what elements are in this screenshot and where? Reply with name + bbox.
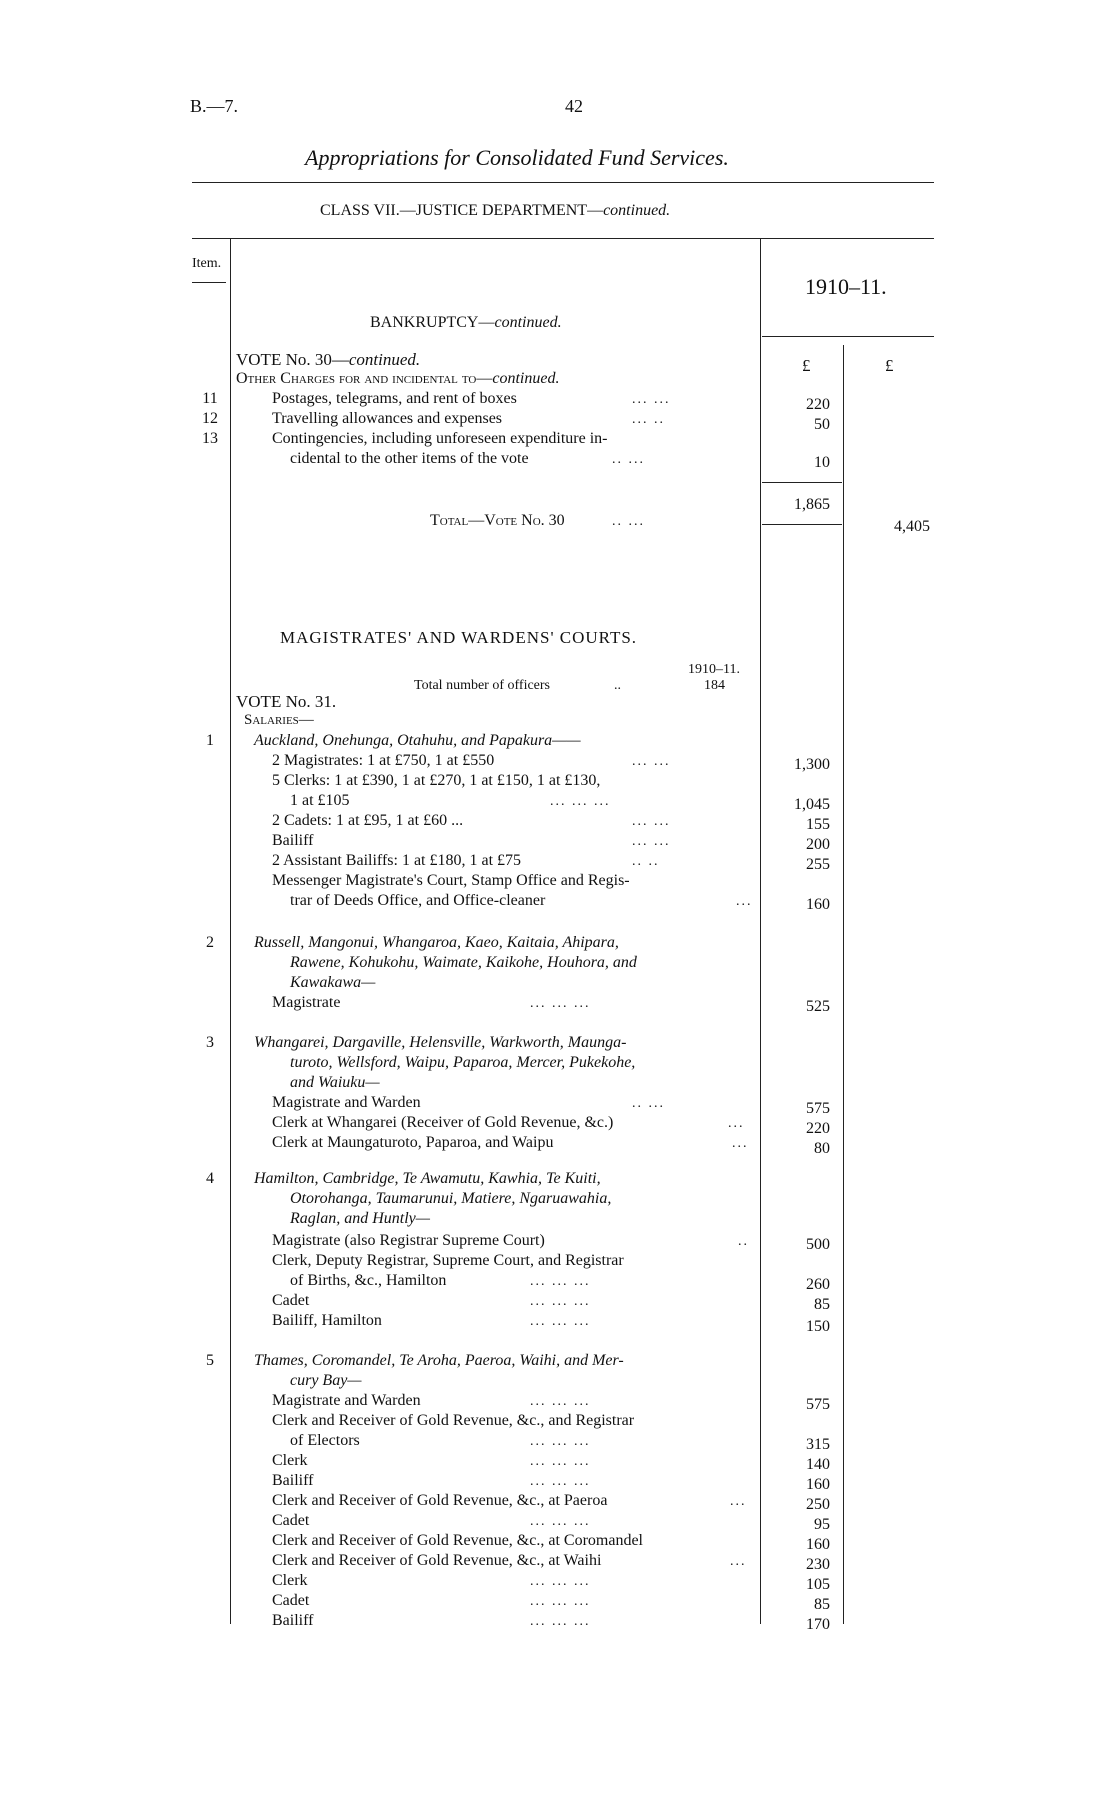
salary-amount: 1,300 xyxy=(794,756,830,773)
leader-dots: ... ... ... xyxy=(530,1294,591,1309)
item-number: 4 xyxy=(206,1170,214,1187)
salary-line: Bailiff, Hamilton xyxy=(272,1312,382,1329)
place-list: turoto, Wellsford, Waipu, Paparoa, Mercer, Pukekohe, xyxy=(290,1054,636,1071)
salary-line: 2 Magistrates: 1 at £750, 1 at £550 xyxy=(272,752,495,769)
salary-line: Cadet xyxy=(272,1292,310,1309)
salary-line: Cadet xyxy=(272,1512,310,1529)
salary-line: Bailiff xyxy=(272,832,314,849)
salary-line: Cadet xyxy=(272,1592,310,1609)
line-item-text: Travelling allowances and expenses xyxy=(272,410,503,427)
salary-line: Clerk and Receiver of Gold Revenue, &c., and Registrar xyxy=(272,1412,635,1429)
leader-dots: ... xyxy=(732,1136,749,1151)
salary-line: Clerk and Receiver of Gold Revenue, &c., at Coromandel xyxy=(272,1532,643,1549)
year-heading: 1910–11. xyxy=(805,274,887,299)
item-column-border xyxy=(230,238,231,1624)
salary-line: 2 Cadets: 1 at £95, 1 at £60 ... xyxy=(272,812,464,829)
salary-amount: 150 xyxy=(806,1318,830,1335)
leader-dots: ... ... ... xyxy=(530,1574,591,1589)
salary-amount: 105 xyxy=(806,1576,830,1593)
leader-dots: ... ... ... xyxy=(530,1454,591,1469)
place-list: Otorohanga, Taumarunui, Matiere, Ngaruawahia, xyxy=(290,1190,612,1207)
other-charges-heading: Other Charges for and incidental to—continued. xyxy=(236,370,560,387)
bankruptcy-heading: BANKRUPTCY—continued. xyxy=(370,314,562,331)
leader-dots: ... ... ... xyxy=(530,1274,591,1289)
salary-amount: 200 xyxy=(806,836,830,853)
line-item-text: Postages, telegrams, and rent of boxes xyxy=(272,390,517,407)
leader-dots: .. ... xyxy=(632,1096,665,1111)
salary-amount: 500 xyxy=(806,1236,830,1253)
salary-line: Magistrate xyxy=(272,994,341,1011)
officers-count: 184 xyxy=(704,678,725,693)
salary-line: of Births, &c., Hamilton xyxy=(290,1272,447,1289)
line-item-amount: 10 xyxy=(814,454,830,471)
salary-amount: 95 xyxy=(814,1516,830,1533)
place-list: Thames, Coromandel, Te Aroha, Paeroa, Waihi, and Mer- xyxy=(254,1352,624,1369)
total-vote-30-label: Total—Vote No. 30 xyxy=(430,512,565,529)
document-reference: B.—7. xyxy=(190,96,239,116)
place-list: Auckland, Onehunga, Otahuhu, and Papakura—— xyxy=(254,732,581,749)
salary-amount: 1,045 xyxy=(794,796,830,813)
salary-amount: 80 xyxy=(814,1140,830,1157)
salaries-heading: Salaries— xyxy=(244,712,314,728)
grand-total-amount: 4,405 xyxy=(894,518,930,535)
salary-line: Messenger Magistrate's Court, Stamp Office and Regis- xyxy=(272,872,630,889)
place-list: Whangarei, Dargaville, Helensville, Warkworth, Maunga- xyxy=(254,1034,627,1051)
vote-31-heading: VOTE No. 31. xyxy=(236,692,337,711)
leader-dots: ... ... xyxy=(632,392,671,407)
salary-line: Bailiff xyxy=(272,1612,314,1629)
item-number: 2 xyxy=(206,934,214,951)
header-rule xyxy=(192,182,934,183)
place-list: Hamilton, Cambridge, Te Awamutu, Kawhia, Te Kuiti, xyxy=(254,1170,601,1187)
leader-dots: ... ... ... xyxy=(550,794,611,809)
leader-dots: ... ... ... xyxy=(530,1314,591,1329)
salary-amount: 155 xyxy=(806,816,830,833)
salary-amount: 575 xyxy=(806,1100,830,1117)
page-number: 42 xyxy=(565,96,583,116)
leader-dots: ... ... ... xyxy=(530,1594,591,1609)
salary-line: 1 at £105 xyxy=(290,792,350,809)
amount-column-border xyxy=(760,238,761,1624)
leader-dots: ... ... ... xyxy=(530,1394,591,1409)
item-number: 13 xyxy=(202,430,218,447)
leader-dots: ... ... ... xyxy=(530,1434,591,1449)
salary-amount: 85 xyxy=(814,1596,830,1613)
leader-dots: ... ... ... xyxy=(530,996,591,1011)
leader-dots: ... ... ... xyxy=(530,1514,591,1529)
leader-dots: ... xyxy=(728,1116,745,1131)
salary-amount: 230 xyxy=(806,1556,830,1573)
salary-line: Magistrate (also Registrar Supreme Court) xyxy=(272,1232,545,1249)
leader-dots: .. xyxy=(738,1234,749,1249)
table-top-rule xyxy=(192,238,934,239)
place-list: cury Bay— xyxy=(290,1372,362,1389)
place-list: Raglan, and Huntly— xyxy=(290,1210,430,1227)
officers-label: Total number of officers xyxy=(414,678,550,693)
item-number: 5 xyxy=(206,1352,214,1369)
leader-dots: ... ... ... xyxy=(530,1474,591,1489)
item-number: 12 xyxy=(202,410,218,427)
total-rule xyxy=(762,524,842,525)
subtotal-rule xyxy=(762,482,842,483)
salary-line: Clerk xyxy=(272,1572,308,1589)
leader-dots: ... ... xyxy=(632,754,671,769)
salary-line: Clerk xyxy=(272,1452,308,1469)
line-item-amount: 220 xyxy=(806,396,830,413)
leader-dots: ... ... xyxy=(632,814,671,829)
leader-dots: .. ... xyxy=(612,514,645,529)
item-column-label: Item. xyxy=(192,256,222,271)
salary-line: 5 Clerks: 1 at £390, 1 at £270, 1 at £150, 1 at £130, xyxy=(272,772,601,789)
salary-line: Magistrate and Warden xyxy=(272,1094,421,1111)
leader-dots: ... xyxy=(730,1554,747,1569)
vote-30-heading: VOTE No. 30—continued. xyxy=(236,350,421,369)
salary-amount: 160 xyxy=(806,1536,830,1553)
salary-amount: 160 xyxy=(806,896,830,913)
leader-dots: ... xyxy=(730,1494,747,1509)
salary-line: 2 Assistant Bailiffs: 1 at £180, 1 at £75 xyxy=(272,852,522,869)
salary-line: Clerk and Receiver of Gold Revenue, &c., at Paeroa xyxy=(272,1492,608,1509)
leader-dots: .. ... xyxy=(612,452,645,467)
salary-line: Clerk at Maungaturoto, Paparoa, and Waipu xyxy=(272,1134,554,1151)
pound-column-1: £ xyxy=(802,356,811,375)
salary-amount: 255 xyxy=(806,856,830,873)
place-list: Rawene, Kohukohu, Waimate, Kaikohe, Houhora, and xyxy=(290,954,637,971)
place-list: Kawakawa— xyxy=(290,974,376,991)
place-list: and Waiuku— xyxy=(290,1074,380,1091)
item-number: 3 xyxy=(206,1034,214,1051)
page-title: Appropriations for Consolidated Fund Services. xyxy=(305,145,729,170)
total-vote-30-amount: 1,865 xyxy=(794,496,830,513)
class-heading: CLASS VII.—JUSTICE DEPARTMENT—continued. xyxy=(320,202,671,219)
salary-amount: 250 xyxy=(806,1496,830,1513)
officers-year: 1910–11. xyxy=(688,662,740,677)
salary-line: Clerk and Receiver of Gold Revenue, &c., at Waihi xyxy=(272,1552,602,1569)
leader-dots: ... .. xyxy=(632,412,665,427)
leader-dots: .. .. xyxy=(632,854,660,869)
item-number: 11 xyxy=(202,390,218,407)
salary-amount: 525 xyxy=(806,998,830,1015)
salary-line: of Electors xyxy=(290,1432,360,1449)
salary-amount: 220 xyxy=(806,1120,830,1137)
salary-amount: 85 xyxy=(814,1296,830,1313)
salary-line: Bailiff xyxy=(272,1472,314,1489)
item-label-rule xyxy=(192,282,226,283)
salary-amount: 170 xyxy=(806,1616,830,1633)
pound-column-2: £ xyxy=(885,356,894,375)
line-item-amount: 50 xyxy=(814,416,830,433)
magistrates-heading: MAGISTRATES' AND WARDENS' COURTS. xyxy=(280,628,638,647)
leader-dots: .. xyxy=(614,678,621,693)
line-item-text: Contingencies, including unforeseen expenditure in- xyxy=(272,430,608,447)
salary-line: Clerk, Deputy Registrar, Supreme Court, and Registrar xyxy=(272,1252,624,1269)
leader-dots: ... ... ... xyxy=(530,1614,591,1629)
total-column-border xyxy=(843,345,844,1624)
salary-amount: 160 xyxy=(806,1476,830,1493)
salary-amount: 260 xyxy=(806,1276,830,1293)
salary-line: Clerk at Whangarei (Receiver of Gold Revenue, &c.) xyxy=(272,1114,614,1131)
salary-amount: 575 xyxy=(806,1396,830,1413)
salary-amount: 315 xyxy=(806,1436,830,1453)
place-list: Russell, Mangonui, Whangaroa, Kaeo, Kaitaia, Ahipara, xyxy=(254,934,619,951)
leader-dots: ... xyxy=(736,894,753,909)
line-item-text: cidental to the other items of the vote xyxy=(290,450,529,467)
leader-dots: ... ... xyxy=(632,834,671,849)
salary-line: Magistrate and Warden xyxy=(272,1392,421,1409)
salary-amount: 140 xyxy=(806,1456,830,1473)
salary-line: trar of Deeds Office, and Office-cleaner xyxy=(290,892,546,909)
item-number: 1 xyxy=(206,732,214,749)
year-rule xyxy=(762,336,934,337)
